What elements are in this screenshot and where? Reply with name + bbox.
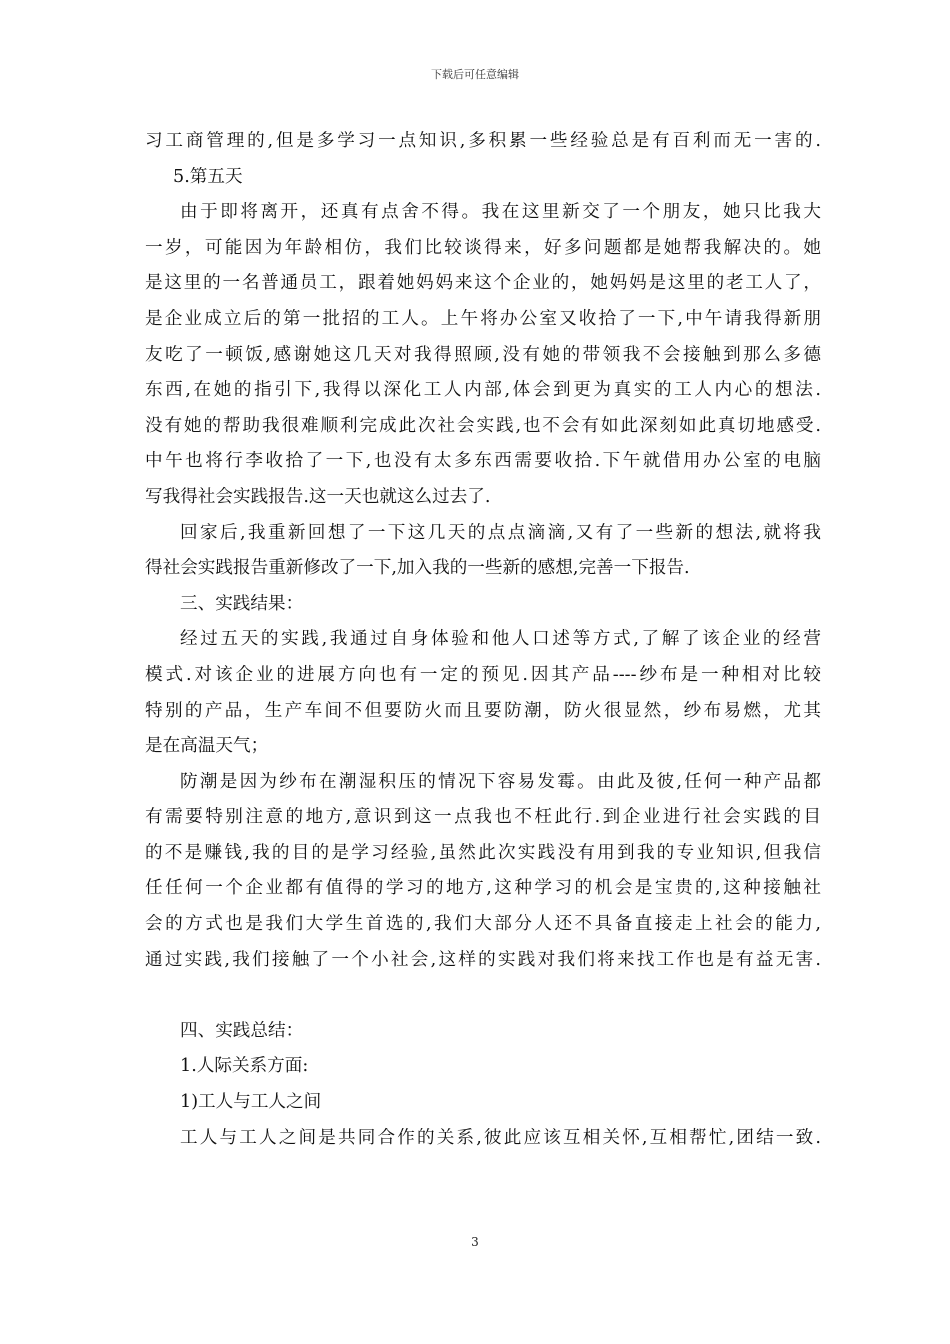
page-header: 下载后可任意编辑 (431, 68, 519, 81)
paragraph-line: 是这里的一名普通员工，跟着她妈妈来这个企业的，她妈妈是这里的老工人了， (145, 273, 821, 294)
paragraph-line: 是在高温天气； (145, 736, 269, 757)
paragraph-line: 得社会实践报告重新修改了一下,加入我的一些新的感想,完善一下报告. (145, 558, 690, 579)
paragraph-line: 有需要特别注意的地方,意识到这一点我也不枉此行.到企业进行社会实践的目 (145, 807, 821, 828)
paragraph-line: 友吃了一顿饭,感谢她这几天对我得照顾,没有她的带领我不会接触到那么多德 (145, 344, 821, 365)
page-number: 3 (471, 1235, 479, 1249)
blank-line (145, 978, 821, 1014)
paragraph-line: 的不是赚钱,我的目的是学习经验,虽然此次实践没有用到我的专业知识,但我信 (145, 842, 821, 863)
paragraph-line: 一岁，可能因为年龄相仿，我们比较谈得来，好多问题都是她帮我解决的。她 (145, 237, 821, 258)
paragraph-line: 经过五天的实践,我通过自身体验和他人口述等方式,了解了该企业的经营 (180, 629, 821, 650)
paragraph-line: 特别的产品，生产车间不但要防火而且要防潮，防火很显然，纱布易燃，尤其 (145, 700, 821, 721)
subheading-workers: 1)工人与工人之间 (180, 1092, 322, 1113)
document-body (145, 124, 821, 1156)
paragraph-line: 会的方式也是我们大学生首选的,我们大部分人还不具备直接走上社会的能力, (145, 914, 821, 935)
section-heading-summary: 四、实践总结： (180, 1020, 304, 1041)
paragraph-line: 防潮是因为纱布在潮湿积压的情况下容易发霉。由此及彼,任何一种产品都 (180, 771, 821, 792)
section-heading-results: 三、实践结果： (180, 593, 304, 614)
paragraph-line: 模式.对该企业的进展方向也有一定的预见.因其产品----纱布是一种相对比较 (145, 664, 821, 685)
paragraph-line: 由于即将离开，还真有点舍不得。我在这里新交了一个朋友，她只比我大 (180, 202, 821, 223)
paragraph-line: 中午也将行李收拾了一下,也没有太多东西需要收拾.下午就借用办公室的电脑 (145, 451, 821, 472)
paragraph-line: 工人与工人之间是共同合作的关系,彼此应该互相关怀,互相帮忙,团结一致. (180, 1127, 821, 1148)
paragraph-line: 回家后,我重新回想了一下这几天的点点滴滴,又有了一些新的想法,就将我 (180, 522, 821, 543)
paragraph-line: 是企业成立后的第一批招的工人。上午将办公室又收拾了一下,中午请我得新朋 (145, 308, 821, 329)
subheading-relations: 1.人际关系方面: (180, 1056, 309, 1077)
paragraph-line: 习工商管理的,但是多学习一点知识,多积累一些经验总是有百利而无一害的. (145, 131, 821, 151)
paragraph-line: 通过实践,我们接触了一个小社会,这样的实践对我们将来找工作也是有益无害. (145, 949, 821, 970)
paragraph-line: 写我得社会实践报告.这一天也就这么过去了. (145, 486, 491, 507)
paragraph-line: 东西,在她的指引下,我得以深化工人内部,体会到更为真实的工人内心的想法. (145, 380, 821, 401)
paragraph-line: 没有她的帮助我很难顺利完成此次社会实践,也不会有如此深刻如此真切地感受. (145, 415, 821, 436)
paragraph-line: 任任何一个企业都有值得的学习的地方,这种学习的机会是宝贵的,这种接触社 (145, 878, 821, 899)
section-heading-day5: 5.第五天 (173, 166, 243, 187)
